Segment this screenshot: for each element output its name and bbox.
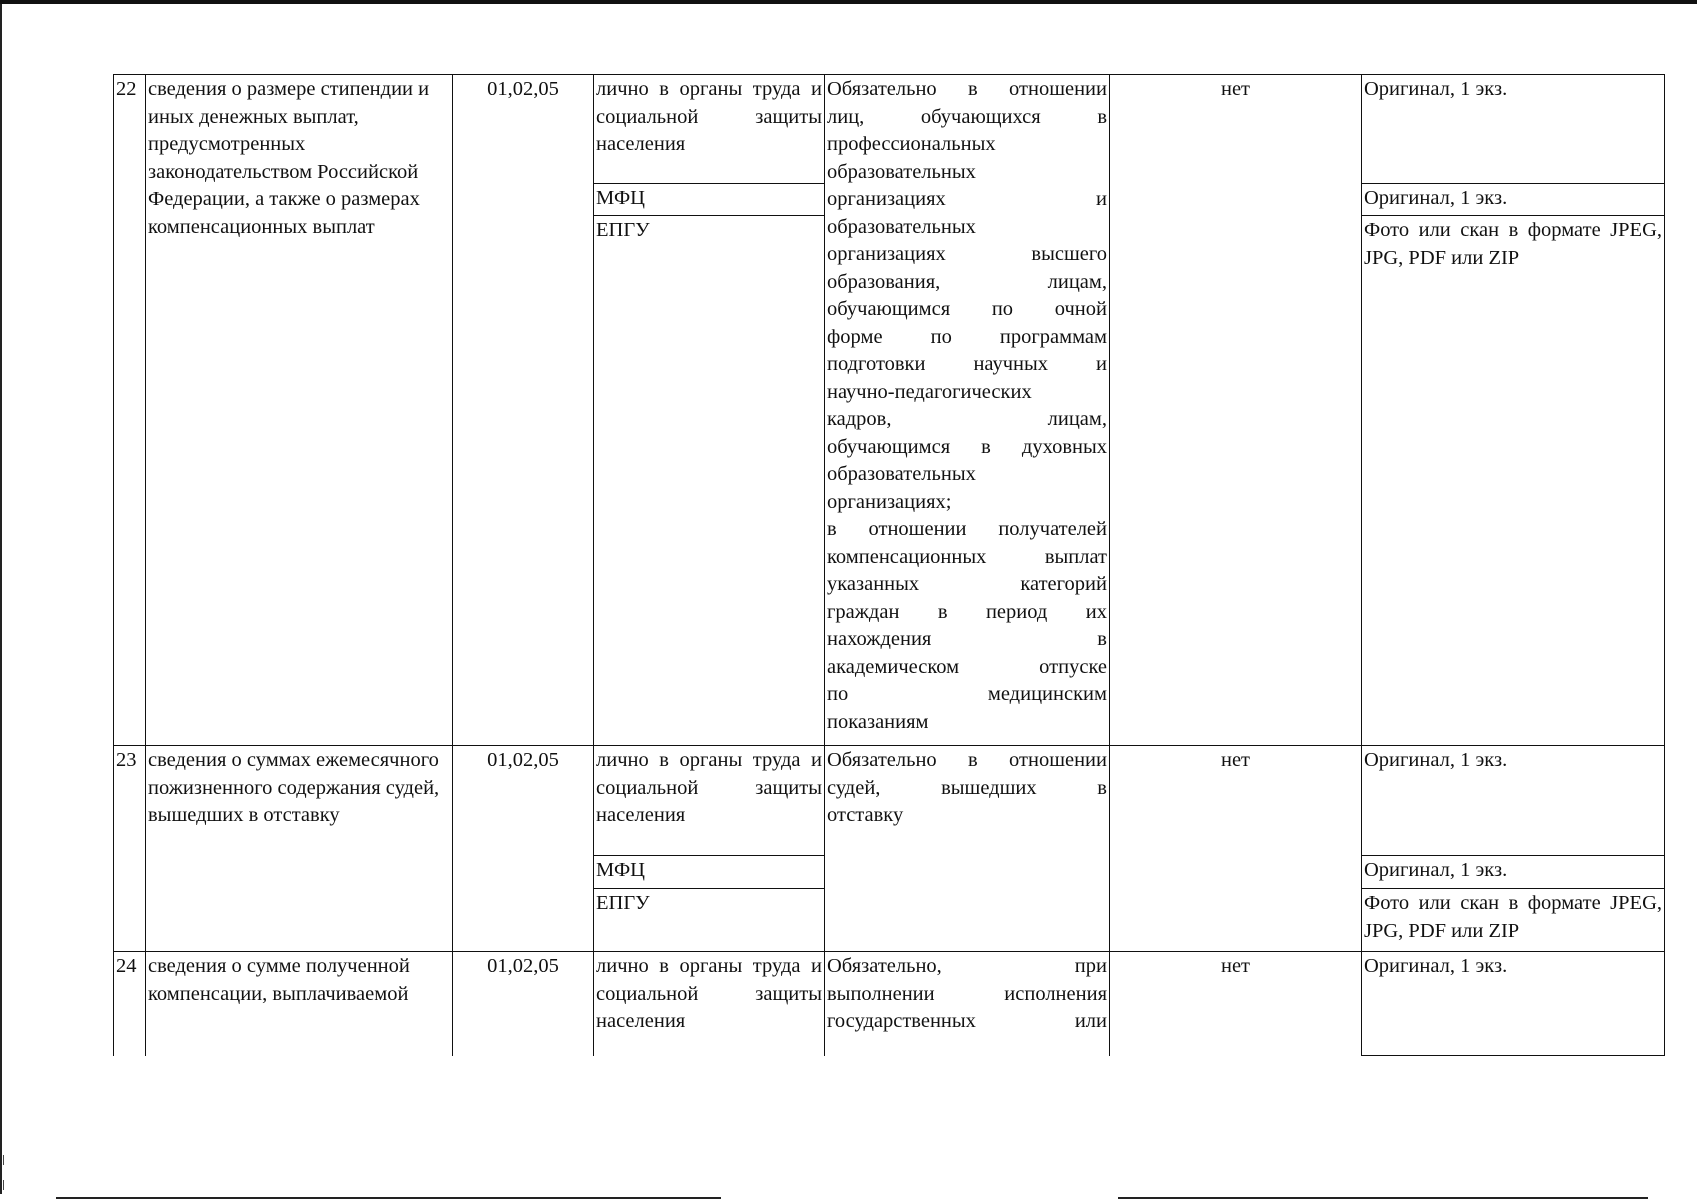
row-number: 23: [114, 746, 146, 952]
scan-border-bottom: [1118, 1197, 1648, 1199]
document-form: Оригинал, 1 экз.: [1362, 184, 1665, 216]
requirement-condition: [825, 75, 1110, 746]
scan-border-left: [0, 4, 2, 1194]
row-number: 22: [114, 75, 146, 746]
document-form: Оригинал, 1 экз.: [1362, 952, 1665, 1056]
requirement-condition: [825, 952, 1110, 1056]
document-form: Оригинал, 1 экз.: [1362, 746, 1665, 856]
condition-line: образования, лицам,: [827, 270, 1107, 293]
condition-line: образовательных: [827, 160, 976, 183]
condition-line: научно-педагогических: [827, 380, 1032, 403]
document-form: Оригинал, 1 экз.: [1362, 856, 1665, 889]
document-description: сведения о размере стипендии и иных денежных выплат, предусмотренных законодательством Российской Федерации, а также о размерах компенсационных выплат: [146, 75, 453, 746]
applicant-category-code: 01,02,05: [453, 75, 594, 746]
submission-channel-epgu: ЕПГУ: [594, 889, 825, 952]
condition-line: обучающимся по очной: [827, 298, 1107, 320]
table-row: [114, 75, 1665, 184]
condition-line: государственных или: [827, 1010, 1107, 1032]
document-description: сведения о суммах ежемесячного пожизненного содержания судей, вышедших в отставку: [146, 746, 453, 952]
margin-mark: [3, 1155, 4, 1165]
condition-line: Обязательно в отношении: [827, 749, 1107, 771]
margin-mark: [3, 1180, 4, 1190]
condition-line: кадров, лицам,: [827, 408, 1107, 430]
interagency-availability: нет: [1110, 952, 1362, 1056]
table-row: [114, 746, 1665, 856]
submission-channel-mfc: МФЦ: [594, 184, 825, 216]
condition-line: академическом отпуске: [827, 655, 1107, 678]
condition-line: Обязательно, при: [827, 955, 1107, 977]
condition-line: нахождения в: [827, 628, 1107, 650]
condition-line: образовательных: [827, 215, 976, 238]
condition-line: выполнении исполнения: [827, 982, 1107, 1005]
condition-line: образовательных: [827, 463, 976, 485]
requirement-condition: [825, 746, 1110, 952]
document-form: Фото или скан в формате JPEG, JPG, PDF или ZIP: [1362, 889, 1665, 952]
condition-line: Обязательно в отношении: [827, 78, 1107, 100]
condition-line: форме по программам: [827, 325, 1107, 348]
condition-line: подготовки научных и: [827, 353, 1107, 375]
scan-border-bottom: [56, 1197, 721, 1199]
applicant-category-code: 01,02,05: [453, 952, 594, 1056]
document-description: сведения о сумме полученной компенсации, выплачиваемой: [146, 952, 453, 1056]
submission-channel-in-person: лично в органы труда и социальной защиты населения: [594, 746, 825, 856]
scan-border-top: [0, 0, 1697, 4]
row-number: 24: [114, 952, 146, 1056]
interagency-availability: нет: [1110, 746, 1362, 952]
condition-line: обучающимся в духовных: [827, 435, 1107, 458]
condition-line: судей, вышедших в: [827, 776, 1107, 799]
submission-channel-in-person: лично в органы труда и социальной защиты населения: [594, 952, 825, 1056]
condition-line: указанных категорий: [827, 573, 1107, 595]
applicant-category-code: 01,02,05: [453, 746, 594, 952]
submission-channel-epgu: ЕПГУ: [594, 216, 825, 746]
document-form: Оригинал, 1 экз.: [1362, 75, 1665, 184]
condition-line: профессиональных: [827, 133, 996, 155]
submission-channel-mfc: МФЦ: [594, 856, 825, 889]
condition-line: организациях и: [827, 188, 1107, 210]
condition-line: по медицинским: [827, 683, 1107, 705]
condition-line: граждан в период их: [827, 600, 1107, 623]
document-table: [113, 74, 1665, 1056]
document-form: Фото или скан в формате JPEG, JPG, PDF или ZIP: [1362, 216, 1665, 746]
condition-line: лиц, обучающихся в: [827, 105, 1107, 128]
interagency-availability: нет: [1110, 75, 1362, 746]
condition-line: организациях;: [827, 490, 952, 513]
submission-channel-in-person: лично в органы труда и социальной защиты населения: [594, 75, 825, 184]
condition-line: показаниям: [827, 710, 929, 733]
condition-line: организациях высшего: [827, 243, 1107, 265]
table-row: [114, 952, 1665, 1056]
condition-line: компенсационных выплат: [827, 545, 1107, 568]
condition-line: в отношении получателей: [827, 518, 1107, 540]
condition-line: отставку: [827, 804, 904, 826]
